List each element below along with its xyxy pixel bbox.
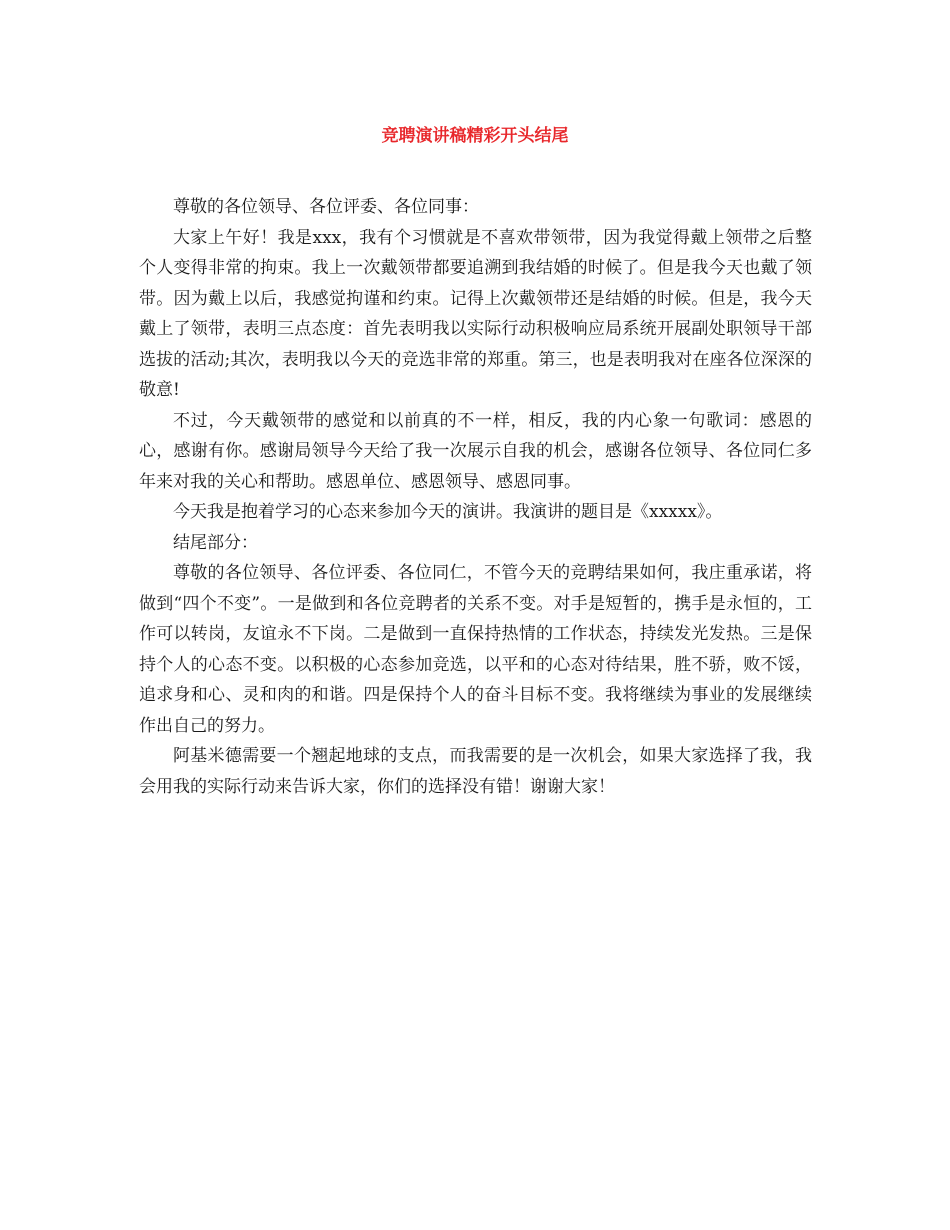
document-body bbox=[139, 192, 812, 802]
paragraph-commitment: 尊敬的各位领导、各位评委、各位同仁，不管今天的竞聘结果如何，我庄重承诺，将做到“四个不变”。一是做到和各位竞聘者的关系不变。对手是短暂的，携手是永恒的，工作可以转岗，友谊永不下岗。二是做到一直保持热情的工作状态，持续发光发热。三是保持个人的心态不变。以积极的心态参加竞选，以平和的心态对待结果，胜不骄，败不馁，追求身和心、灵和肉的和谐。四是保持个人的奋斗目标不变。我将继续为事业的发展继续作出自己的努力。 bbox=[139, 563, 812, 736]
paragraph-opening: 大家上午好！我是xxx，我有个习惯就是不喜欢带领带，因为我觉得戴上领带之后整个人变得非常的拘束。我上一次戴领带都要追溯到我结婚的时候了。但是我今天也戴了领带。因为戴上以后，我感觉拘谨和约束。记得上次戴领带还是结婚的时候。但是，我今天戴上了领带，表明三点态度：首先表明我以实际行动积极响应局系统开展副处职领导干部选拔的活动;其次，表明我以今天的竞选非常的郑重。第三，也是表明我对在座各位深深的敬意! bbox=[139, 227, 812, 400]
paragraph-ending-heading: 结尾部分： bbox=[173, 532, 258, 553]
paragraph-closing: 阿基米德需要一个翘起地球的支点，而我需要的是一次机会，如果大家选择了我，我会用我的实际行动来告诉大家，你们的选择没有错！谢谢大家！ bbox=[139, 746, 812, 797]
paragraph-salutation: 尊敬的各位领导、各位评委、各位同事： bbox=[173, 197, 479, 217]
paragraph-topic: 今天我是抱着学习的心态来参加今天的演讲。我演讲的题目是《xxxxx》。 bbox=[173, 502, 723, 522]
document-title: 竞聘演讲稿精彩开头结尾 bbox=[381, 126, 569, 146]
paragraph-gratitude: 不过，今天戴领带的感觉和以前真的不一样，相反，我的内心象一句歌词：感恩的心，感谢有你。感谢局领导今天给了我一次展示自我的机会，感谢各位领导、各位同仁多年来对我的关心和帮助。感恩单位、感恩领导、感恩同事。 bbox=[139, 410, 812, 492]
